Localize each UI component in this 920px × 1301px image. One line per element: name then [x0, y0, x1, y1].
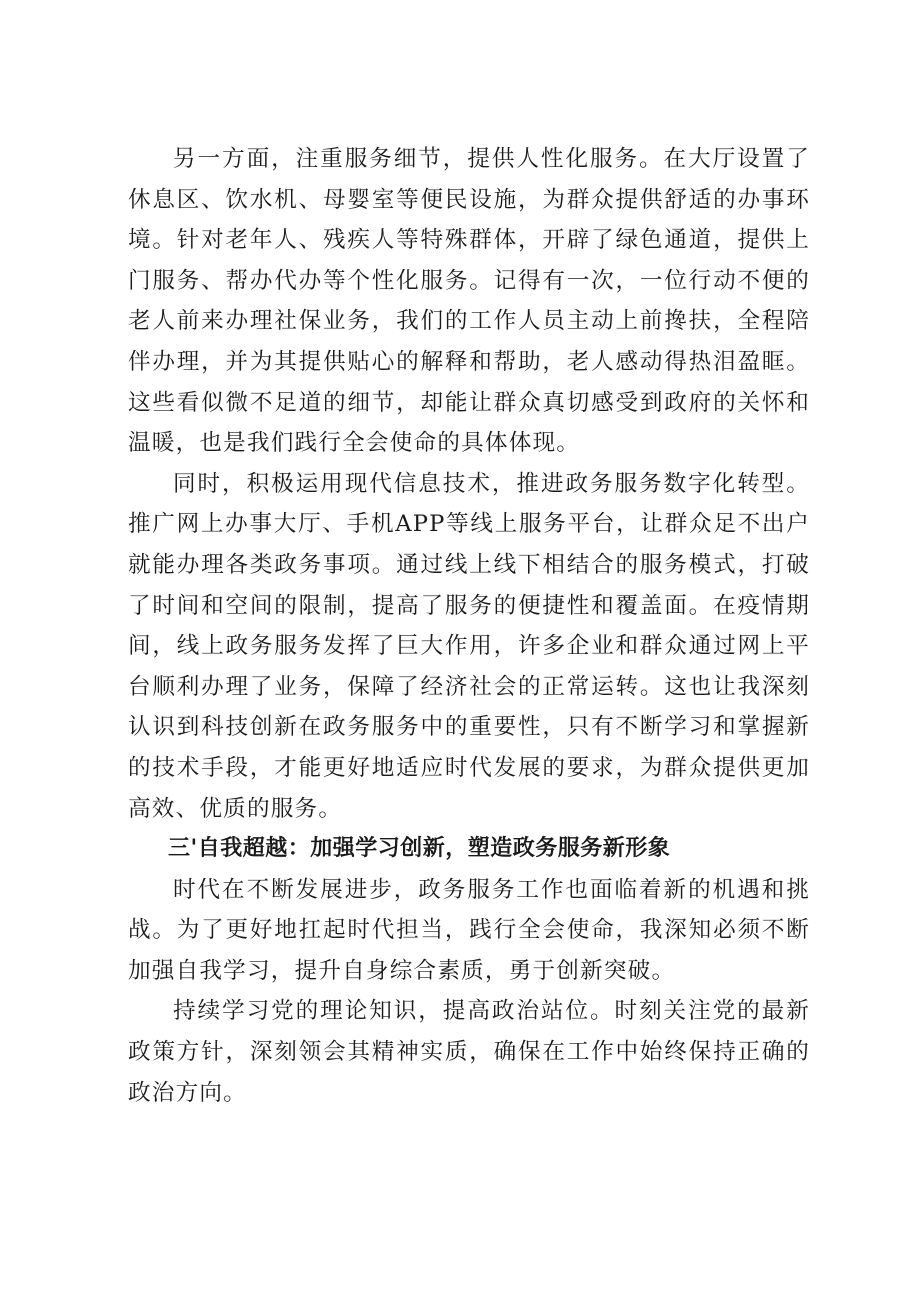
paragraph-party-theory: 持续学习党的理论知识，提高政治站位。时刻关注党的最新政策方针，深刻领会其精神实质，确保在工作中始终保持正确的政治方向。: [128, 998, 810, 1106]
paragraph-digital-transformation: 同时，积极运用现代信息技术，推进政务服务数字化转型。推广网上办事大厅、手机APP等线上服务平台，让群众足不出户就能办理各类政务事项。通过线上线下相结合的服务模式，打破了时间和空间的限制，提高了服务的便捷性和覆盖面。在疫情期间，线上政务服务发挥了巨大作用，许多企业和群众通过网上平台顺利办理了业务，保障了经济社会的正常运转。这也让我深刻认识到科技创新在政务服务中的重要性，只有不断学习和掌握新的技术手段，才能更好地适应时代发展的要求，为群众提供更加高效、优质的服务。: [128, 470, 810, 822]
paragraph-service-details: 另一方面，注重服务细节，提供人性化服务。在大厅设置了休息区、饮水机、母婴室等便民设施，为群众提供舒适的办事环境。针对老年人、残疾人等特殊群体，开辟了绿色通道，提供上门服务、帮办代办等个性化服务。记得有一次，一位行动不便的老人前来办理社保业务，我们的工作人员主动上前搀扶，全程陪伴办理，并为其提供贴心的解释和帮助，老人感动得热泪盈眶。这些看似微不足道的细节，却能让群众真切感受到政府的关怀和温暖，也是我们践行全会使命的具体体现。: [128, 146, 810, 457]
paragraph-self-learning: 时代在不断发展进步，政务服务工作也面临着新的机遇和挑战。为了更好地扛起时代担当，践行全会使命，我深知必须不断加强自我学习，提升自身综合素质，勇于创新突破。: [128, 876, 810, 984]
section-heading: 三'自我超越：加强学习创新，塑造政务服务新形象: [168, 836, 671, 862]
document-body: [128, 139, 810, 1113]
